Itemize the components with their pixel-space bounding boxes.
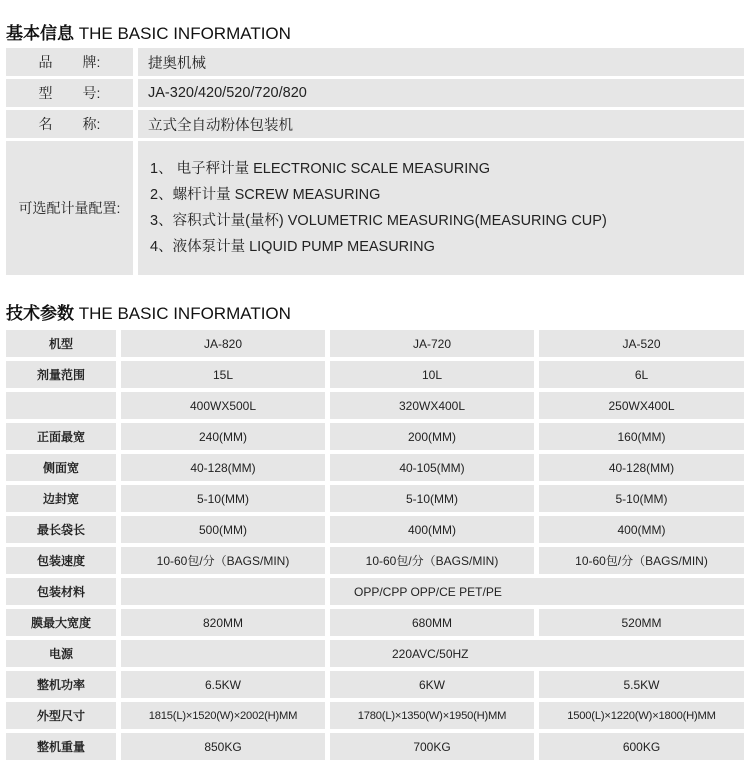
header-label: 机型 — [6, 330, 116, 357]
row-value-1 — [121, 640, 325, 667]
info-value-brand: 捷奥机械 — [138, 48, 744, 76]
row-value-1: 500(MM) — [121, 516, 325, 543]
row-value-1: 850KG — [121, 733, 325, 760]
row-value-2: 680MM — [330, 609, 534, 636]
info-row-brand — [6, 48, 744, 76]
row-value-1: 1815(L)×1520(W)×2002(H)MM — [121, 702, 325, 729]
table-row — [6, 485, 744, 512]
info-value-name: 立式全自动粉体包装机 — [138, 110, 744, 138]
row-value-3: 600KG — [539, 733, 744, 760]
info-label-brand-a: 品 — [38, 54, 53, 70]
row-value-3: 10-60包/分（BAGS/MIN) — [539, 547, 744, 574]
table-row — [6, 640, 744, 667]
row-label: 最长袋长 — [6, 516, 116, 543]
row-value-3: 1500(L)×1220(W)×1800(H)MM — [539, 702, 744, 729]
info-row-name — [6, 110, 744, 138]
tech-params-title-cn: 技术参数 — [6, 304, 74, 323]
table-row — [6, 702, 744, 729]
row-value-1: 15L — [121, 361, 325, 388]
info-value-options — [138, 141, 744, 275]
row-value-1: 6.5KW — [121, 671, 325, 698]
row-label: 整机重量 — [6, 733, 116, 760]
table-row — [6, 361, 744, 388]
row-value-1: 5-10(MM) — [121, 485, 325, 512]
row-value-3: 250WX400L — [539, 392, 744, 419]
table-row — [6, 578, 744, 605]
table-row — [6, 547, 744, 574]
basic-info-heading — [6, 19, 291, 44]
row-label: 正面最宽 — [6, 423, 116, 450]
options-list — [148, 159, 607, 257]
row-value-2: 10-60包/分（BAGS/MIN) — [330, 547, 534, 574]
header-model-1: JA-820 — [121, 330, 325, 357]
row-label: 剂量范围 — [6, 361, 116, 388]
row-value-3: 520MM — [539, 609, 744, 636]
row-value-1: 820MM — [121, 609, 325, 636]
row-value-1: 240(MM) — [121, 423, 325, 450]
row-value-2: 6KW — [330, 671, 534, 698]
table-row — [6, 423, 744, 450]
table-row — [6, 733, 744, 760]
info-row-options — [6, 141, 744, 275]
option-item: 3、容积式计量(量杯) VOLUMETRIC MEASURING(MEASURING CUP) — [150, 213, 607, 229]
row-value-1: 40-128(MM) — [121, 454, 325, 481]
info-row-model — [6, 79, 744, 107]
option-item: 2、螺杆计量 SCREW MEASURING — [150, 187, 381, 203]
info-label-model-a: 型 — [38, 85, 53, 101]
row-value-3: 5.5KW — [539, 671, 744, 698]
row-label: 包装材料 — [6, 578, 116, 605]
basic-info-title-en: THE BASIC INFORMATION — [78, 24, 291, 43]
tech-params-heading — [6, 299, 291, 324]
row-value-3: 160(MM) — [539, 423, 744, 450]
info-value-model: JA-320/420/520/720/820 — [138, 79, 744, 107]
table-row — [6, 671, 744, 698]
row-value-2: 700KG — [330, 733, 534, 760]
row-value-2: 320WX400L — [330, 392, 534, 419]
row-value-3: 40-128(MM) — [539, 454, 744, 481]
table-row — [6, 454, 744, 481]
info-label-options: 可选配计量配置: — [6, 141, 133, 275]
info-label-name-a: 名 — [38, 116, 53, 132]
row-value-2: 1780(L)×1350(W)×1950(H)MM — [330, 702, 534, 729]
info-label-model — [6, 79, 133, 107]
table-row — [6, 392, 744, 419]
row-value-2: 220AVC/50HZ — [330, 640, 744, 667]
header-model-3: JA-520 — [539, 330, 744, 357]
row-value-1 — [121, 578, 325, 605]
row-value-3: 5-10(MM) — [539, 485, 744, 512]
table-row — [6, 609, 744, 636]
header-model-2: JA-720 — [330, 330, 534, 357]
row-value-1: 400WX500L — [121, 392, 325, 419]
info-label-brand-b: 牌: — [82, 54, 101, 70]
basic-info-title-cn: 基本信息 — [6, 24, 74, 43]
row-value-2: 400(MM) — [330, 516, 534, 543]
row-label: 外型尺寸 — [6, 702, 116, 729]
info-label-brand — [6, 48, 133, 76]
row-value-2: 40-105(MM) — [330, 454, 534, 481]
row-label: 边封宽 — [6, 485, 116, 512]
info-label-name — [6, 110, 133, 138]
table-row — [6, 516, 744, 543]
row-value-2: 200(MM) — [330, 423, 534, 450]
option-item: 1、 电子秤计量 ELECTRONIC SCALE MEASURING — [150, 161, 490, 177]
row-label: 整机功率 — [6, 671, 116, 698]
row-value-2: 5-10(MM) — [330, 485, 534, 512]
tech-header-row — [6, 330, 744, 357]
row-value-3: 6L — [539, 361, 744, 388]
row-label: 包装速度 — [6, 547, 116, 574]
row-value-2: OPP/CPP OPP/CE PET/PE — [330, 578, 744, 605]
row-value-1: 10-60包/分（BAGS/MIN) — [121, 547, 325, 574]
info-label-model-b: 号: — [82, 85, 101, 101]
option-item: 4、液体泵计量 LIQUID PUMP MEASURING — [150, 239, 435, 255]
row-label — [6, 392, 116, 419]
info-label-name-b: 称: — [82, 116, 101, 132]
tech-params-title-en: THE BASIC INFORMATION — [78, 304, 291, 323]
row-value-2: 10L — [330, 361, 534, 388]
row-label: 膜最大宽度 — [6, 609, 116, 636]
row-value-3: 400(MM) — [539, 516, 744, 543]
row-label: 侧面宽 — [6, 454, 116, 481]
row-label: 电源 — [6, 640, 116, 667]
